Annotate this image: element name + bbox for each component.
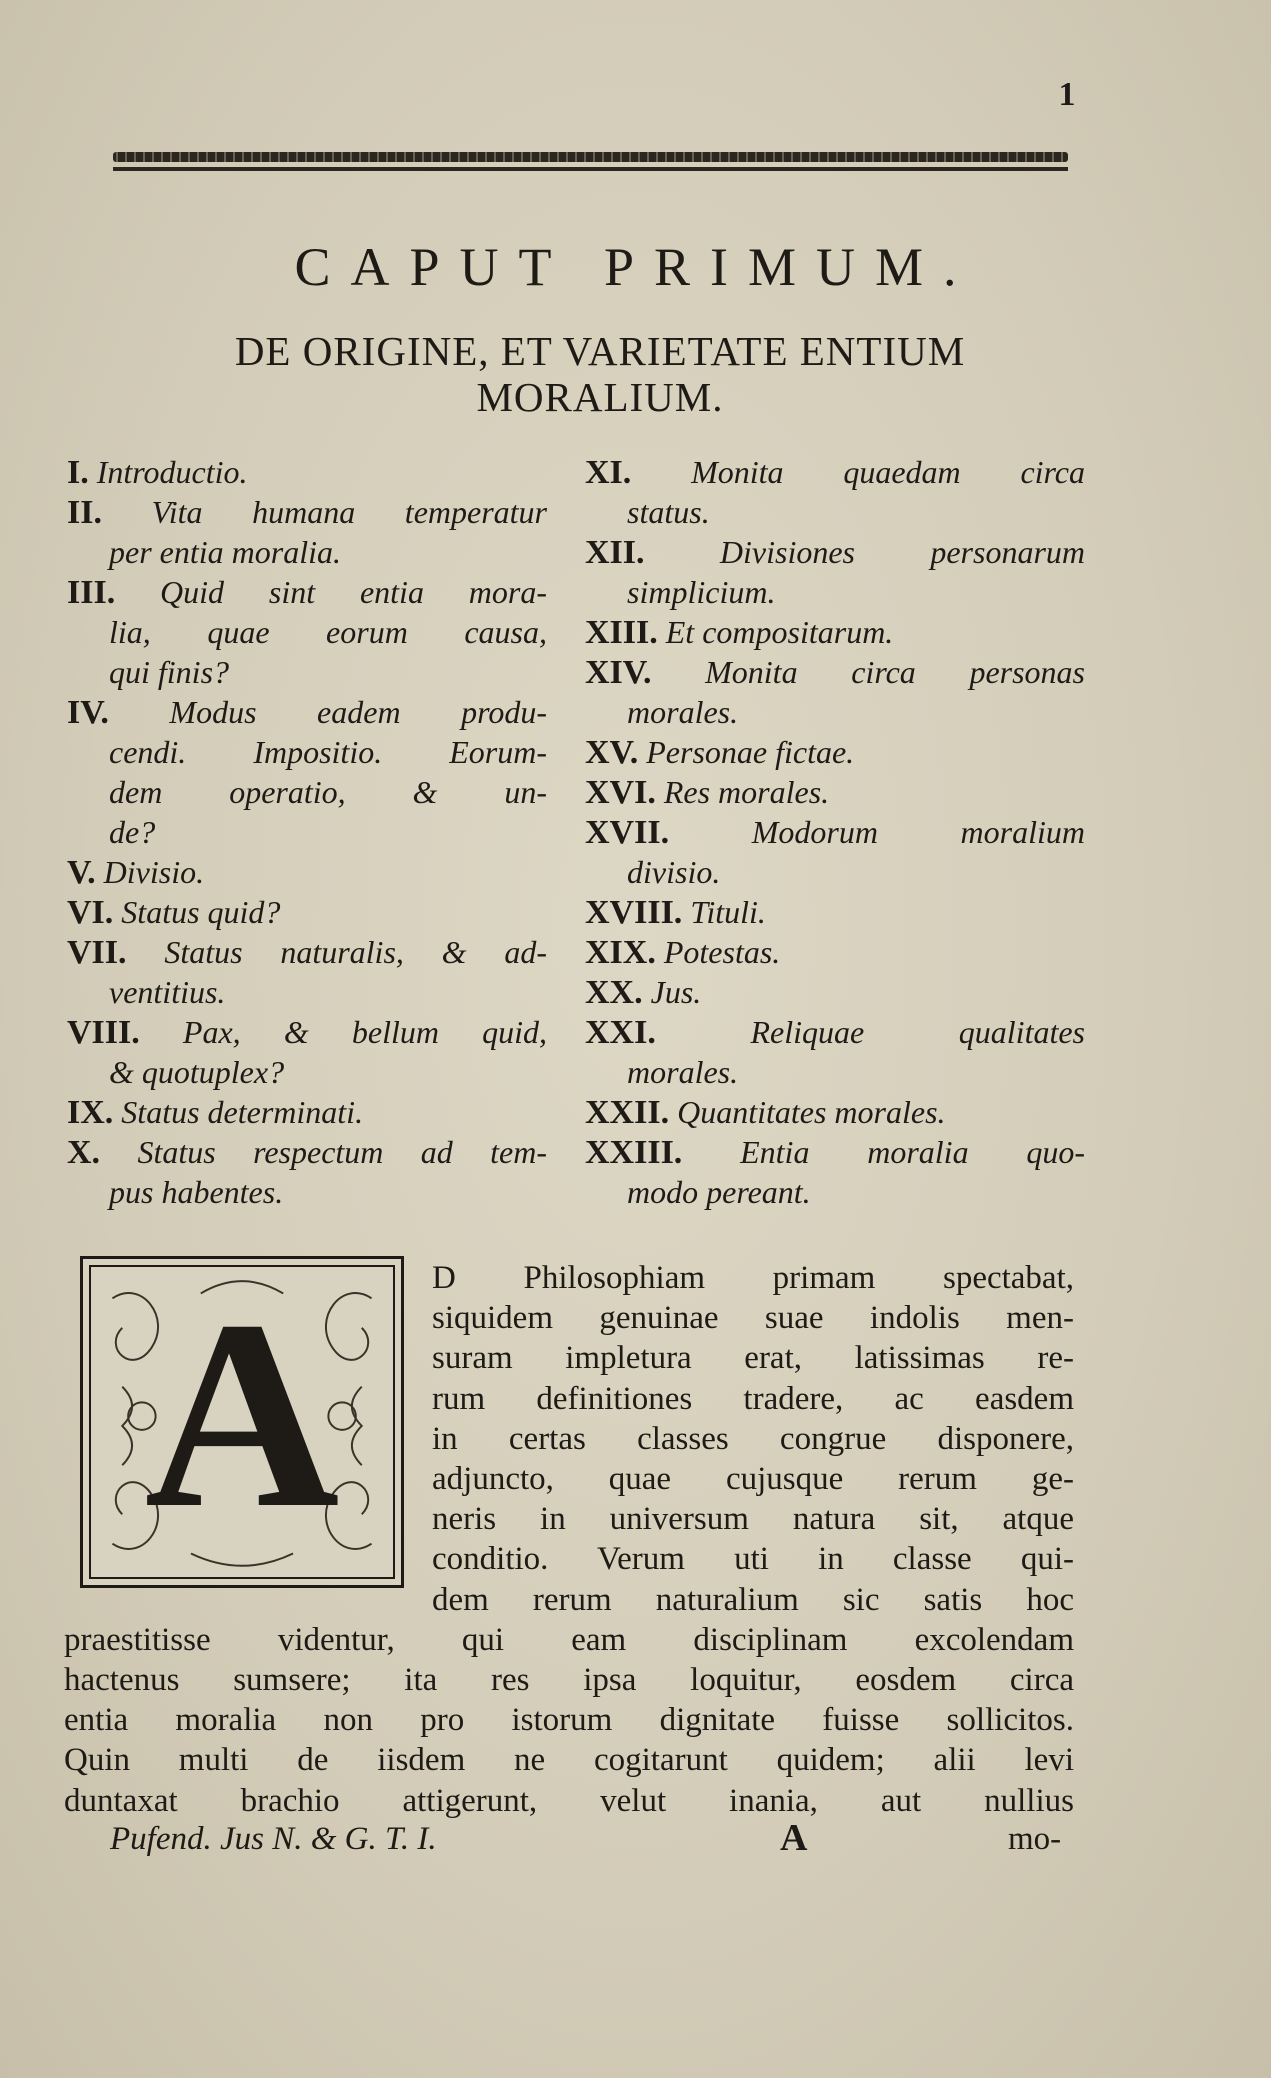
toc-entry-number: XI. [585,454,632,491]
toc-entry-text: Monita circa personas [705,654,1085,690]
toc-entry-number: I. [67,454,89,491]
toc-entry-number: V. [67,854,96,891]
toc-entry-continuation [585,692,1085,732]
toc-entry-line [585,652,1085,692]
toc-entry-number: XVIII. [585,894,683,931]
toc-entry-line [585,532,1085,572]
toc-entry-text: Tituli. [690,894,766,930]
toc-entry [67,852,547,892]
toc-entry [67,452,547,492]
toc-entry-number: XIV. [585,654,652,691]
toc-entry-number: VI. [67,894,114,931]
toc-entry-text: lia, quae eorum causa, [109,614,547,650]
toc-entry-number: XIX. [585,934,656,971]
toc-entry [585,932,1085,972]
toc-entry-continuation [585,572,1085,612]
toc-entry-text: morales. [627,1054,739,1090]
body-line: rum definitiones tradere, ac easdem [432,1381,1074,1417]
toc-entry-line [67,492,547,532]
toc-entry-text: Monita quaedam circa [691,454,1085,490]
toc-entry-text: Modus eadem produ- [169,694,547,730]
toc-entry-text: Res morales. [663,774,830,810]
toc-entry-line [67,1092,547,1132]
toc-entry-line [67,452,547,492]
toc-entry-text: Modorum moralium [751,814,1085,850]
toc-entry-text: Vita humana temperatur [151,494,547,530]
toc-entry-number: III. [67,574,116,611]
toc-entry-continuation [67,972,547,1012]
toc-entry-text: Status determinati. [121,1094,364,1130]
toc-entry-continuation [585,1172,1085,1212]
toc-entry-text: Quantitates morales. [677,1094,946,1130]
toc-entry-text: Reliquae qualitates [750,1014,1085,1050]
toc-entry-text: Personae fictae. [646,734,855,770]
toc-entry-number: II. [67,494,102,531]
toc-entry-line [585,1132,1085,1172]
toc-entry-text: divisio. [627,854,721,890]
toc-entry [585,732,1085,772]
toc-entry-line [585,772,1085,812]
initial-letter: A [144,1265,340,1564]
toc-entry-line [585,932,1085,972]
toc-entry-text: status. [627,494,710,530]
toc-entry-text: per entia moralia. [109,534,341,570]
toc-entry-text: Pax, & bellum quid, [182,1014,547,1050]
toc-entry-text: Divisio. [103,854,205,890]
toc-entry-text: Divisiones personarum [719,534,1085,570]
toc-entry [67,1132,547,1212]
toc-entry-number: XV. [585,734,639,771]
chapter-subtitle [100,328,1100,420]
toc-entry-continuation [67,1172,547,1212]
toc-entry-line [585,1012,1085,1052]
body-line: praestitisse videntur, qui eam disciplinam excolendam [64,1622,1074,1658]
toc-entry [585,612,1085,652]
toc-entry-number: XXIII. [585,1134,683,1171]
toc-entry [67,1092,547,1132]
toc-entry-line [585,732,1085,772]
toc-entry-line [585,892,1085,932]
toc-entry-line [67,892,547,932]
toc-entry-line [67,1012,547,1052]
subtitle-line-1: DE ORIGINE, ET VARIETATE ENTIUM [234,328,966,374]
toc-entry-number: XXI. [585,1014,656,1051]
toc-entry-continuation [67,612,547,652]
subtitle-line-2: MORALIUM. [476,374,724,420]
toc-entry-text: Jus. [650,974,702,1010]
toc-entry-number: VII. [67,934,127,971]
toc-entry-line [67,932,547,972]
toc-right-column [585,452,1085,1212]
toc-entry-text: Status respectum ad tem- [137,1134,547,1170]
toc-entry-number: XII. [585,534,645,571]
toc-entry [67,692,547,852]
toc-entry-number: XXII. [585,1094,670,1131]
toc-entry-text: cendi. Impositio. Eorum- [109,734,547,770]
body-line: entia moralia non pro istorum dignitate fuisse sollicitos. [64,1702,1074,1738]
toc-entry [67,1012,547,1092]
toc-entry-line [67,692,547,732]
toc-entry-continuation [585,492,1085,532]
body-line: hactenus sumsere; ita res ipsa loquitur, eosdem circa [64,1662,1074,1698]
body-line: in certas classes congrue disponere, [432,1421,1074,1457]
signature-mark: A [780,1817,808,1859]
toc-entry [585,1132,1085,1212]
toc-left-column [67,452,547,1212]
toc-entry-number: X. [67,1134,101,1171]
toc-entry-text: pus habentes. [109,1174,284,1210]
toc-entry [585,1092,1085,1132]
toc-entry-text: Et compositarum. [665,614,894,650]
toc-entry-continuation [67,812,547,852]
toc-entry-continuation [67,732,547,772]
toc-entry-text: Introductio. [96,454,248,490]
body-line: suram impletura erat, latissimas re- [432,1340,1074,1376]
toc-entry-text: modo pereant. [627,1174,811,1210]
ornamental-rule [113,152,1068,162]
toc-entry [585,652,1085,732]
toc-entry-text: Quid sint entia mora- [160,574,547,610]
toc-entry [67,492,547,572]
toc-entry-line [67,572,547,612]
toc-entry [585,972,1085,1012]
body-line: dem rerum naturalium sic satis hoc [432,1582,1074,1618]
toc-entry-text: & quotuplex? [109,1054,285,1090]
body-line: D Philosophiam primam spectabat, [432,1260,1074,1296]
toc-entry-text: simplicium. [627,574,776,610]
toc-entry-number: VIII. [67,1014,140,1051]
toc-entry-line [67,1132,547,1172]
toc-entry [585,892,1085,932]
toc-entry-text: dem operatio, & un- [109,774,547,810]
toc-entry-text: Entia moralia quo- [740,1134,1085,1170]
toc-entry [67,892,547,932]
toc-entry [67,572,547,692]
body-line: adjuncto, quae cujusque rerum ge- [432,1461,1074,1497]
toc-entry [585,812,1085,892]
body-line: Quin multi de iisdem ne cogitarunt quidem; alii levi [64,1742,1074,1778]
toc-entry-number: XVI. [585,774,656,811]
toc-entry-text: de? [109,814,156,850]
toc-entry-text: Status quid? [121,894,281,930]
toc-entry-number: IX. [67,1094,114,1131]
toc-entry-continuation [585,852,1085,892]
toc-entry-number: XVII. [585,814,670,851]
toc-entry-text: morales. [627,694,739,730]
toc-entry-number: XIII. [585,614,658,651]
body-line: duntaxat brachio attigerunt, velut inania, aut nullius [64,1783,1074,1819]
toc-entry-number: XX. [585,974,643,1011]
toc-entry [585,1012,1085,1092]
toc-entry-line [585,612,1085,652]
toc-entry [585,532,1085,612]
page-number: 1 [1058,76,1076,113]
toc-entry-text: Status naturalis, & ad- [164,934,547,970]
catchword: mo- [1008,1821,1062,1857]
toc-entry-continuation [67,652,547,692]
chapter-title: CAPUT PRIMUM. [294,237,977,297]
toc-entry-text: Potestas. [663,934,781,970]
toc-entry-line [585,812,1085,852]
body-line: siquidem genuinae suae indolis men- [432,1300,1074,1336]
toc-entry-line [67,852,547,892]
body-line: conditio. Verum uti in classe qui- [432,1541,1074,1577]
header-rule [113,167,1068,171]
footnote-reference: Pufend. Jus N. & G. T. I. [110,1821,437,1857]
decorated-initial [80,1256,404,1588]
toc-entry [67,932,547,1012]
toc-entry-line [585,1092,1085,1132]
body-line: neris in universum natura sit, atque [432,1501,1074,1537]
toc-entry-line [585,452,1085,492]
toc-entry-continuation [67,532,547,572]
toc-entry [585,772,1085,812]
toc-entry-line [585,972,1085,1012]
toc-entry [585,452,1085,532]
toc-entry-continuation [67,1052,547,1092]
toc-entry-continuation [585,1052,1085,1092]
toc-entry-number: IV. [67,694,109,731]
toc-entry-text: qui finis? [109,654,230,690]
toc-entry-continuation [67,772,547,812]
toc-entry-text: ventitius. [109,974,226,1010]
